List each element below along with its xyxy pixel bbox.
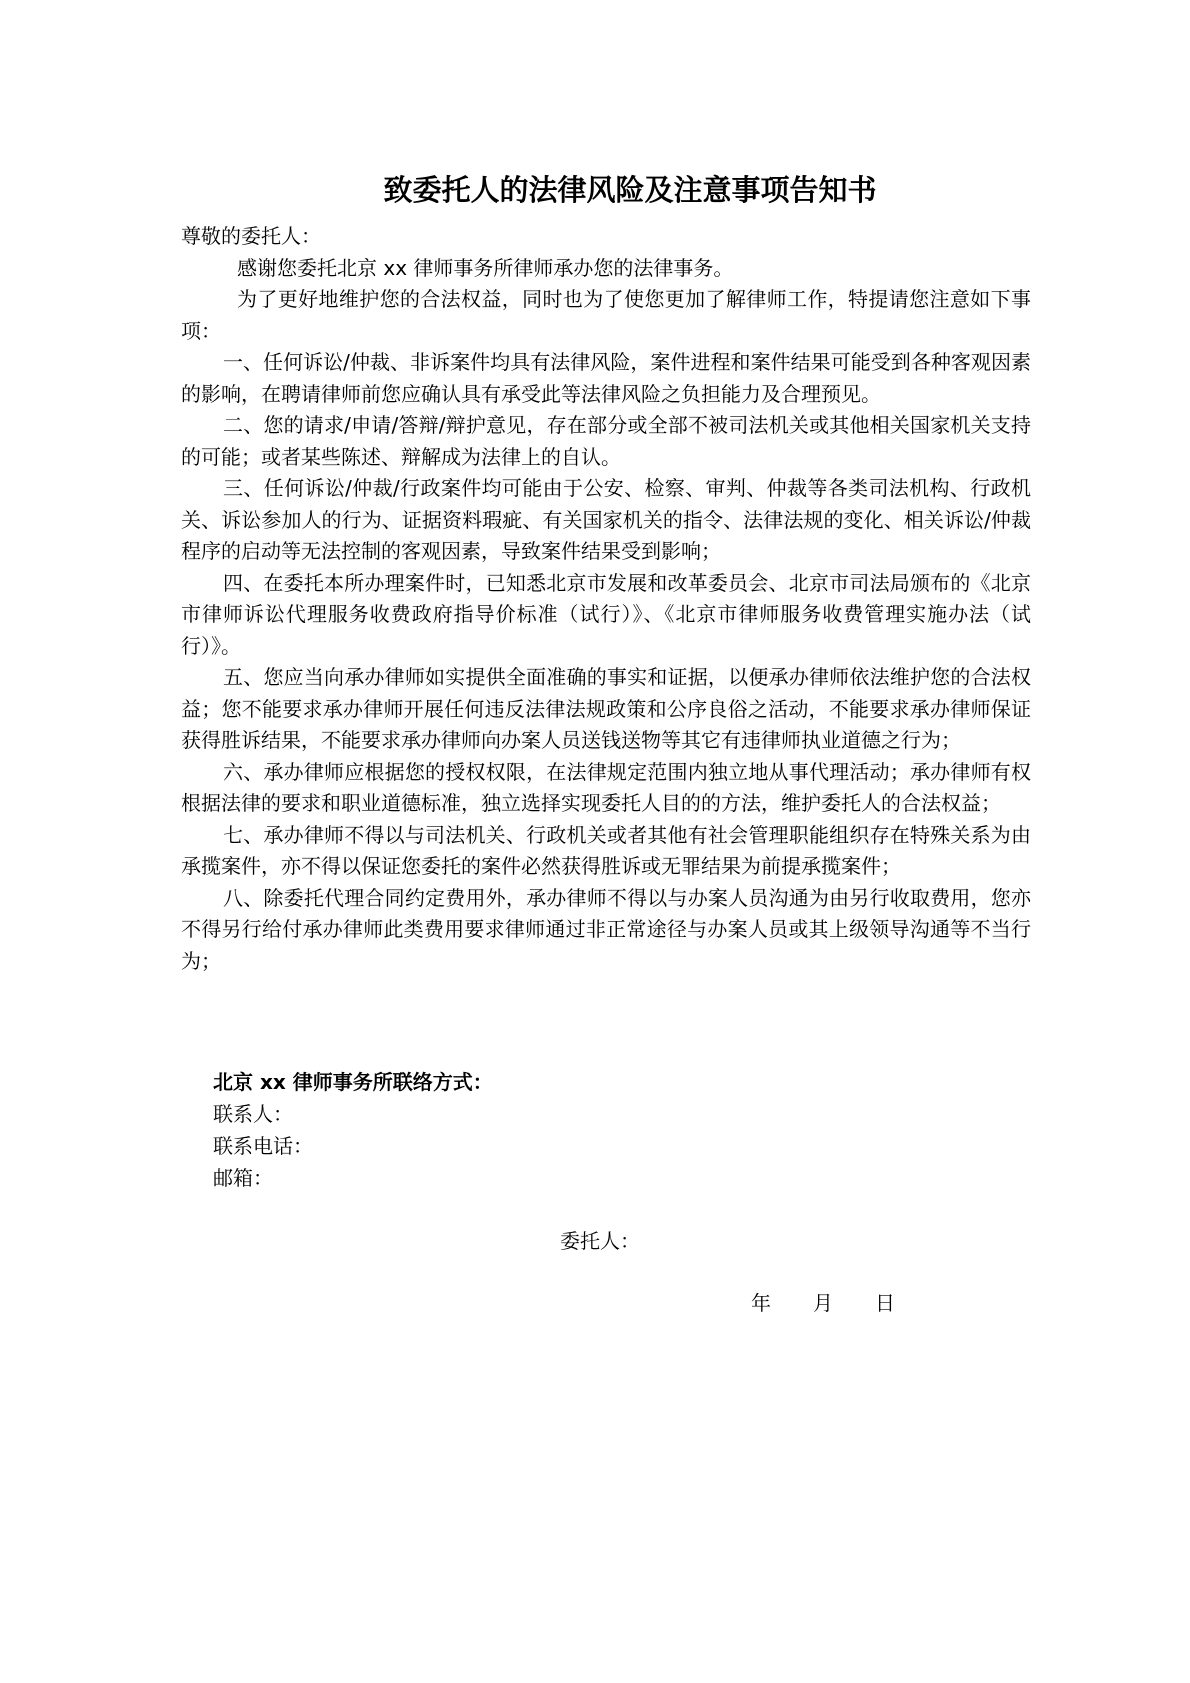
notice-item-2: 二、您的请求/申请/答辩/辩护意见，存在部分或全部不被司法机关或其他相关国家机关支持的可能；或者某些陈述、辩解成为法律上的自认。: [181, 413, 1031, 469]
thanks-paragraph: 感谢您委托北京 xx 律师事务所律师承办您的法律事务。: [237, 255, 734, 280]
date-line: [751, 1287, 895, 1319]
date-month-label: 月: [813, 1291, 833, 1315]
document-title: 致委托人的法律风险及注意事项告知书: [383, 173, 877, 207]
signer-label: 委托人：: [560, 1229, 640, 1253]
notice-item-7: 七、承办律师不得以与司法机关、行政机关或者其他有社会管理职能组织存在特殊关系为由承揽案件，亦不得以保证您委托的案件必然获得胜诉或无罪结果为前提承揽案件；: [181, 822, 1031, 878]
contact-phone-label: 联系电话：: [213, 1134, 313, 1158]
notice-item-8: 八、除委托代理合同约定费用外，承办律师不得以与办案人员沟通为由另行收取费用，您亦不得另行给付承办律师此类费用要求律师通过非正常途径与办案人员或其上级领导沟通等不当行为；: [181, 885, 1031, 973]
notice-item-1: 一、任何诉讼/仲裁、非诉案件均具有法律风险，案件进程和案件结果可能受到各种客观因素的影响，在聘请律师前您应确认具有承受此等法律风险之负担能力及合理预见。: [181, 350, 1031, 406]
notice-item-4: 四、在委托本所办理案件时，已知悉北京市发展和改革委员会、北京市司法局颁布的《北京市律师诉讼代理服务收费政府指导价标准（试行）》、《北京市律师服务收费管理实施办法（试行）》。: [181, 570, 1031, 658]
contact-title: 北京 xx 律师事务所联络方式：: [213, 1070, 493, 1094]
notice-item-3: 三、任何诉讼/仲裁/行政案件均可能由于公安、检察、审判、仲裁等各类司法机构、行政机关、诉讼参加人的行为、证据资料瑕疵、有关国家机关的指令、法律法规的变化、相关诉讼/仲裁程序的启动等无法控制的客观因素，导致案件结果受到影响；: [181, 476, 1031, 563]
notice-item-5: 五、您应当向承办律师如实提供全面准确的事实和证据，以便承办律师依法维护您的合法权益；您不能要求承办律师开展任何违反法律法规政策和公序良俗之活动，不能要求承办律师保证获得胜诉结果，不能要求承办律师向办案人员送钱送物等其它有违律师执业道德之行为；: [181, 665, 1031, 752]
date-year-label: 年: [751, 1291, 771, 1315]
intro-paragraph: 为了更好地维护您的合法权益，同时也为了使您更加了解律师工作，特提请您注意如下事项：: [181, 287, 1031, 343]
contact-person-label: 联系人：: [213, 1102, 293, 1126]
contact-email-label: 邮箱：: [213, 1166, 273, 1190]
notice-item-6: 六、承办律师应根据您的授权权限，在法律规定范围内独立地从事代理活动；承办律师有权根据法律的要求和职业道德标准，独立选择实现委托人目的的方法，维护委托人的合法权益；: [181, 759, 1031, 815]
salutation: 尊敬的委托人：: [181, 224, 321, 248]
document-body: [181, 221, 1031, 977]
contact-block: [213, 1066, 493, 1194]
date-day-label: 日: [875, 1291, 895, 1315]
